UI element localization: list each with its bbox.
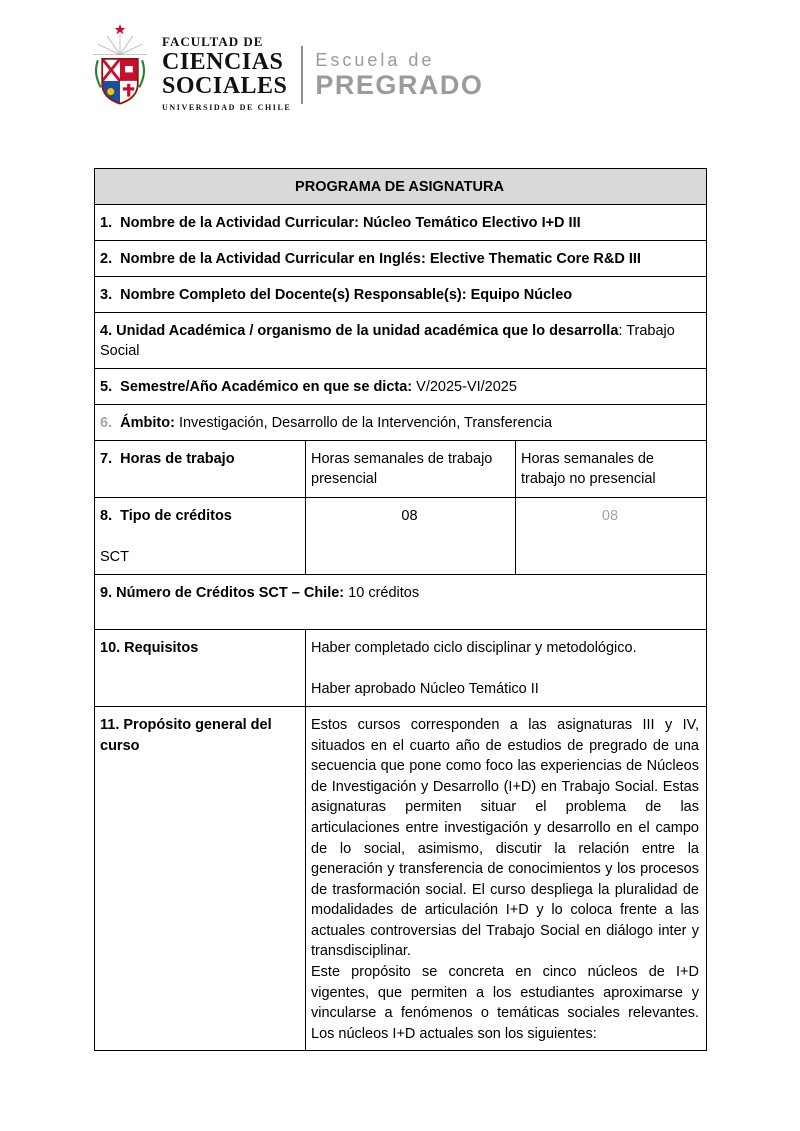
row-8-col1 (95, 497, 306, 574)
logo-divider (301, 46, 303, 104)
row-9-value: 10 créditos (344, 584, 420, 601)
row-11-general-purpose (95, 707, 707, 1051)
row-11-paragraph2: Este propósito se concreta en cinco núcleos de I+D vigentes, que permiten a los estudiantes aproximarse y vincularse a fenómenos o temáticas sociales relevantes. Los núcleos I+D actuales son los siguientes: (311, 963, 699, 1042)
row-4-academic-unit (95, 312, 707, 368)
table-title-row (95, 169, 707, 205)
faculty-small-text: FACULTAD DE (162, 34, 264, 49)
row-8-credit-type (95, 497, 707, 574)
row-11-col1: 11. Propósito general del curso (95, 707, 306, 1051)
row-5-value: V/2025-VI/2025 (412, 378, 517, 395)
crest-rays (93, 33, 147, 54)
table-title: PROGRAMA DE ASIGNATURA (95, 169, 707, 205)
row-10-col2 (306, 629, 707, 706)
row-4-cell (95, 312, 707, 368)
program-table (94, 168, 707, 1051)
row-1-course-name (95, 204, 707, 240)
row-11-col2 (306, 707, 707, 1051)
row-9-label: 9. Número de Créditos SCT – Chile: (100, 584, 345, 601)
row-6-cell (95, 404, 707, 440)
row-9-sct-credits (95, 574, 707, 629)
row-10-line2: Haber aprobado Núcleo Temático II (311, 681, 539, 698)
row-5-label: 5. Semestre/Año Académico en que se dicta: (100, 378, 413, 395)
faculty-name-line2: SOCIALES (162, 73, 288, 100)
faculty-name-line1: CIENCIAS (162, 49, 284, 75)
row-6-number: 6. (100, 414, 121, 431)
crest-laurel-right (139, 60, 144, 87)
page-header (0, 0, 800, 130)
row-2-cell: 2. Nombre de la Actividad Curricular en Inglés: Elective Thematic Core R&D III (95, 240, 707, 276)
row-7-col2: Horas semanales de trabajo presencial (306, 440, 516, 497)
row-7-col1: 7. Horas de trabajo (95, 440, 306, 497)
row-5-semester (95, 368, 707, 404)
school-line1: Escuela de (315, 50, 435, 70)
row-6-value: Investigación, Desarrollo de la Intervención, Transferencia (174, 414, 553, 431)
row-8-col1-line2: SCT (100, 549, 129, 566)
row-7-col3: Horas semanales de trabajo no presencial (516, 440, 707, 497)
row-7-work-hours (95, 440, 707, 497)
row-3-teacher (95, 276, 707, 312)
row-6-label: Ámbito: (120, 414, 175, 431)
university-crest-logo (88, 18, 152, 114)
row-8-col2: 08 (306, 497, 516, 574)
faculty-wordmark (162, 16, 291, 112)
row-6-ambito (95, 404, 707, 440)
row-4-label: 4. Unidad Académica / organismo de la unidad académica que lo desarrolla (100, 322, 619, 339)
row-2-course-name-english (95, 240, 707, 276)
row-9-cell (95, 574, 707, 629)
row-8-col3: 08 (516, 497, 707, 574)
row-3-cell: 3. Nombre Completo del Docente(s) Responsable(s): Equipo Núcleo (95, 276, 707, 312)
row-10-line1: Haber completado ciclo disciplinar y metodológico. (311, 639, 637, 656)
school-wordmark (315, 16, 483, 101)
row-1-cell: 1. Nombre de la Actividad Curricular: Núcleo Temático Electivo I+D III (95, 204, 707, 240)
crest-laurel-left (96, 60, 101, 87)
row-10-requirements (95, 629, 707, 706)
row-4-value: : Trabajo Social (100, 322, 675, 360)
row-10-col1: 10. Requisitos (95, 629, 306, 706)
school-line2: PREGRADO (315, 70, 484, 100)
row-8-col1-line1: 8. Tipo de créditos (100, 507, 232, 524)
row-5-cell (95, 368, 707, 404)
university-name: UNIVERSIDAD DE CHILE (162, 102, 292, 112)
crest-shield-quarters (102, 59, 138, 106)
row-11-paragraph1: Estos cursos corresponden a las asignaturas III y IV, situados en el cuarto año de estudios de pregrado de una secuencia que pone como foco las experiencias de Núcleos de Investigación y Desarrollo (I+D) en Trabajo Social. Estas asignaturas permiten situar el problema de las articulaciones entre investigación y desarrollo en el campo de lo social, asimismo, discutir la relación entre la generación y transferencia de conocimientos y los procesos de trasformación social. El curso despliega la pluralidad de modalidades de articulación I+D y lo coloca frente a las actuales controversias del Trabajo Social en diálogo inter y transdisciplinar. (311, 717, 699, 960)
crest-star (115, 24, 126, 34)
